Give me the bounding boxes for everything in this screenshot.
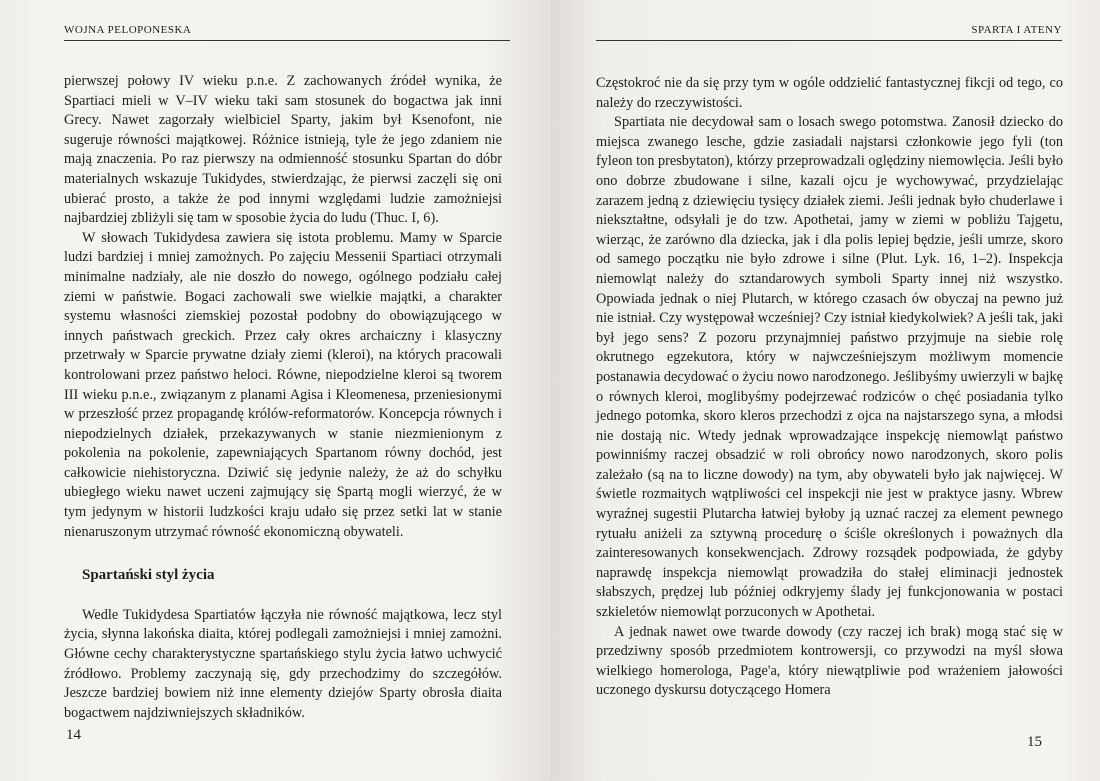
paragraph: Częstokroć nie da się przy tym w ogóle oddzielić fantastycznej fikcji od tego, co należy do rzeczywistości. [596,75,1063,111]
running-head-left: WOJNA PELOPONESKA [64,24,192,36]
running-head-right: SPARTA I ATENY [971,24,1062,36]
header-rule-left [64,40,510,41]
section-heading: Spartański styl życia [82,567,215,584]
paragraph: W słowach Tukidydesa zawiera się istota problemu. Mamy w Sparcie ludzi bardziej i mniej zamożnych. Po zajęciu Messenii Spartiaci otrzymali minimalne nadziały, ale nie doszło do nowego, ogólnego podziału całej ziemi w państwie. Bogaci zachowali swe wielkie majątki, a charakter systemu własności ziemskiej pozostał podobny do obowiązującego w innych państwach greckich. Przez cały okres archaiczny i klasyczny przetrwały w Sparcie prywatne działy ziemi (kleroi), na których pracowali kontrolowani przez państwo heloci. Równe, niepodzielne kleroi są tworem III wieku p.n.e., związanym z planami Agisa i Kleomenesa, przeniesionymi w przeszłość przez propagandę królów-reformatorów. Koncepcja równych i niepodzielnych działek, przekazywanych w stanie niezmienionym z pokolenia na pokolenie, zapewniających Spartanom równy dochód, jest całkowicie niehistoryczna. Dziwić się jedynie należy, że aż do schyłku ubiegłego wieku nawet uczeni zajmujący się Spartą mogli wierzyć, że w tym jedynym w historii ludzkości kraju udało się przez setki lat w stanie nienaruszonym utrzymać równość ekonomiczną obywateli. [64,229,502,540]
paragraph: Wedle Tukidydesa Spartiatów łączyła nie równość majątkowa, lecz styl życia, słynna lakońska diaita, której podlegali zamożniejsi i mniej zamożni. Główne cechy charakterystyczne spartańskiego stylu życia łatwo uchwycić źródłowo. Problemy zaczynają się, gdy przechodzimy do szczegółów. Jeszcze bardziej bowiem niż inne elementy dziejów Sparty obrosła diaita bogactwem najdziwniejszych składników. [64,606,502,721]
paragraph: A jednak nawet owe twarde dowody (czy raczej ich brak) mogą stać się w przedziwny sposób przedmiotem kontrowersji, co przywodzi na myśl słowa wielkiego homerologa, Page'a, który niewątpliwie pod wrażeniem jałowości uczonego dyskursu dotyczącego Homera [596,623,1063,699]
page-number-left: 14 [66,727,81,743]
left-page-body [64,72,502,723]
right-page-body [596,74,1063,701]
header-rule-right [596,40,1062,41]
paragraph: Spartiata nie decydował sam o losach swego potomstwa. Zanosił dziecko do miejsca zwanego lesche, gdzie zasiadali najstarsi członkowie jego fyli (ton fyleon ton presbytaton), którzy przeprowadzali oględziny niemowlęcia. Jeśli było ono dobrze zbudowane i silne, kazali ojcu je wychowywać, przydzielając zarazem jedną z dziewięciu tysięcy działek ziemi. Jeśli jednak było chuderlawe i niekształtne, odsyłali je do tzw. Apothetai, jamy w ziemi w pobliżu Tajgetu, wierząc, że zarówno dla dziecka, jak i dla polis lepiej będzie, jeśli umrze, skoro od samego początku nie było zdrowe i silne (Plut. Lyk. 16, 1–2). Inspekcja niemowląt należy do sztandarowych symboli Sparty innej niż wszystko. Opowiada jednak o niej Plutarch, w którego czasach ów obyczaj na pewno już nie istniał. Czy występował wcześniej? Czy istniał kiedykolwiek? A jeśli tak, jaki był jego sens? Z pozoru przynajmniej państwo przyjmuje na siebie rolę okrutnego egzekutora, który w najwcześniejszym możliwym momencie postanawia decydować o życiu nowo narodzonego. Jeślibyśmy uwierzyli w bajkę o równych kleroi, moglibyśmy podejrzewać rodziców o chęć posiadania tylko jednego potomka, skoro kleros przechodzi z ojca na najstarszego syna, a młodsi nie dostają nic. Wtedy jednak wprowadzające inspekcję niemowląt państwo powinniśmy raczej obsadzić w roli obrońcy nowo narodzonych, skoro polis zależało (są na to liczne dowody) na tym, aby obywateli było jak najwięcej. W świetle rozmaitych wątpliwości cel inspekcji nie jest w praktyce jasny. Wbrew wyraźnej sugestii Plutarcha łatwiej byłoby ją uznać raczej za element pewnego rytuału aniżeli za sztywną procedurę o ściśle określonych i poważnych dla zainteresowanych konsekwencjach. Zdrowy rozsądek podpowiada, że gdyby naprawdę inspekcja niemowląt prowadziła do stałej eliminacji jednostek słabszych, prędzej lub później odkryjemy ślady jej funkcjonowania w postaci szkieletów niemowląt porzuconych w Apothetai. [596,114,1063,621]
right-page [550,0,1100,781]
page-number-right: 15 [1027,734,1042,750]
paragraph: pierwszej połowy IV wieku p.n.e. Z zachowanych źródeł wynika, że Spartiaci mieli w V–IV wieku taki sam stosunek do bogactwa jak inni Grecy. Nawet zagorzały wielbiciel Sparty, jakim był Ksenofont, nie sugeruje równości majątkowej. Różnice istnieją, tyle że jego zdaniem nie mają znaczenia. Po raz pierwszy na odmienność stosunku Spartan do dóbr materialnych wskazuje Tukidydes, stwierdzając, że pierwsi zaczęli się oni ubierać prosto, a także że pod innymi względami ludzie zamożniejsi najbardziej zbliżyli się tam w sposobie życia do ludu (Thuc. I, 6). [64,73,502,227]
